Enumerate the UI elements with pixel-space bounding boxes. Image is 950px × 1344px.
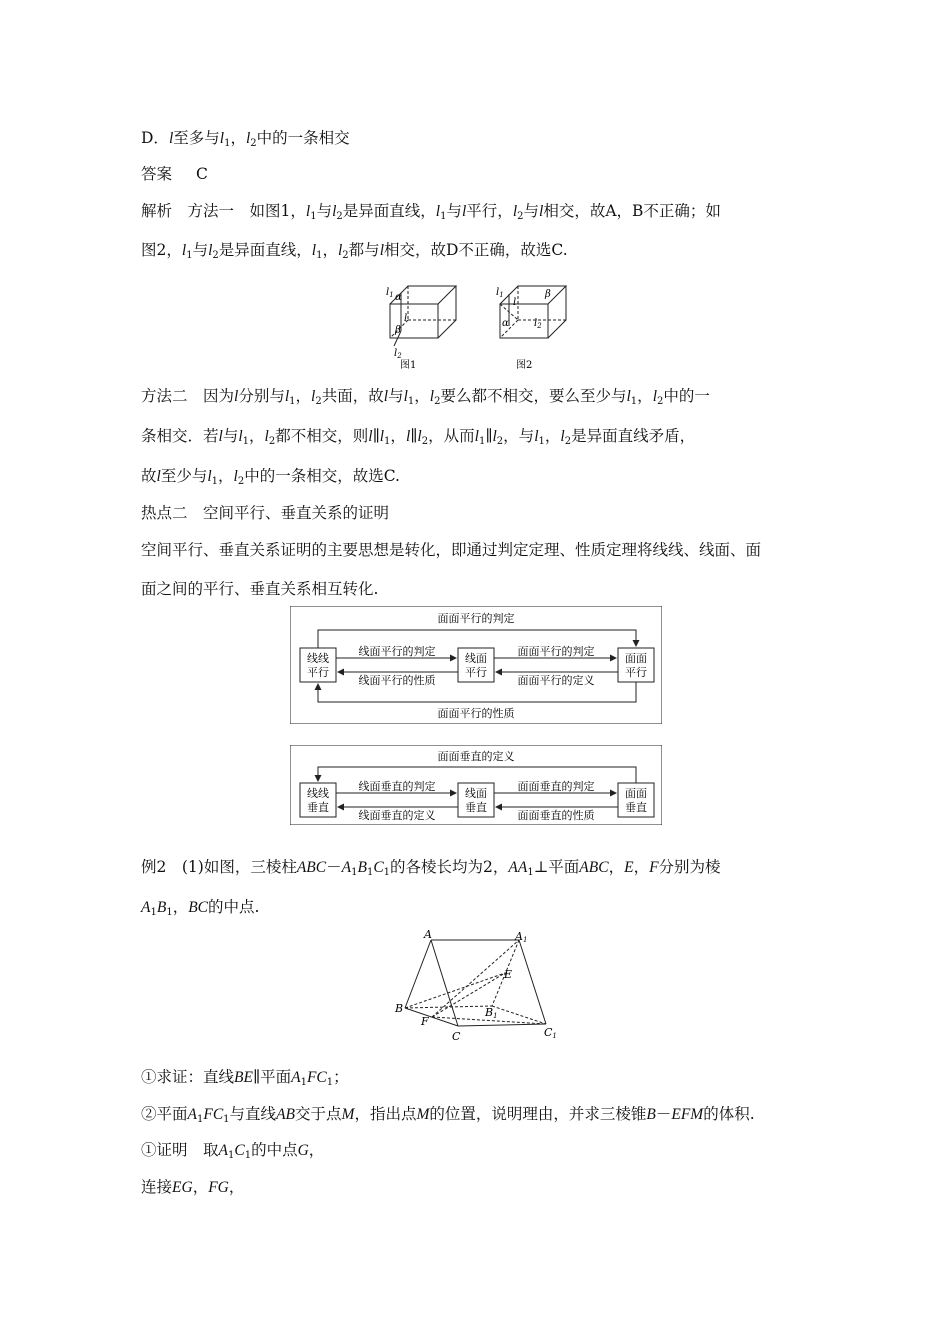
svg-text:线面: 线面 — [465, 787, 487, 800]
fig2-l2-label: $l_2$ — [534, 318, 542, 330]
fig1-caption: 图1 — [400, 360, 417, 371]
method2-line-2: 条相交．若l与$l_1$，$l_2$都不相交，则$l\parallel l_1$，$l\parallel l_2$，从而$l_1\parallel l_2$，与$l_1$，$l_2$是异面直线矛盾， — [141, 427, 696, 447]
fig1-l2-label: $l_2$ — [394, 348, 402, 360]
point-E: E — [504, 968, 513, 981]
svg-text:面面: 面面 — [625, 652, 647, 665]
fig1-l-label: l — [404, 313, 408, 324]
svg-text:面面垂直的判定: 面面垂直的判定 — [517, 780, 595, 793]
svg-text:面面垂直的定义: 面面垂直的定义 — [437, 750, 515, 763]
fig2-caption: 图2 — [516, 360, 533, 371]
svg-text:面面平行的判定: 面面平行的判定 — [517, 645, 595, 658]
svg-text:线线: 线线 — [307, 652, 329, 665]
svg-text:线面垂直的判定: 线面垂直的判定 — [358, 780, 436, 793]
svg-text:面面: 面面 — [625, 787, 647, 800]
option-label: D． — [141, 129, 169, 147]
prism-figure — [388, 928, 568, 1046]
svg-text:面面垂直的性质: 面面垂直的性质 — [517, 809, 595, 822]
fig1-l1-label: $l_1$ — [386, 287, 394, 299]
hot2-line-2: 面之间的平行、垂直关系相互转化. — [141, 580, 379, 598]
svg-text:垂直: 垂直 — [625, 801, 647, 814]
vertex-B: B — [395, 1002, 404, 1015]
svg-text:线面平行的性质: 线面平行的性质 — [358, 674, 436, 687]
point-F: F — [421, 1015, 429, 1028]
svg-text:线面垂直的定义: 线面垂直的定义 — [358, 809, 436, 822]
vertex-A: A — [424, 928, 432, 941]
parallel-relation-diagram — [290, 606, 662, 724]
cube-figures — [380, 276, 580, 372]
example2-line-2: $A_1B_1$，BC的中点. — [141, 898, 260, 918]
fig1-beta-label: β — [395, 325, 401, 336]
vertex-C1: C1 — [544, 1026, 557, 1040]
fig2-l-label: l — [513, 297, 517, 308]
question-2: ②平面$A_1FC_1$与直线AB交于点M，指出点M的位置，说明理由，并求三棱锥B－EFM的体积. — [141, 1105, 755, 1125]
perpendicular-relation-diagram — [290, 745, 662, 825]
method2-line-3: 故l至少与$l_1$，$l_2$中的一条相交，故选C. — [141, 467, 400, 487]
svg-text:面面平行的判定: 面面平行的判定 — [437, 612, 515, 625]
svg-text:垂直: 垂直 — [307, 801, 329, 814]
svg-text:面面平行的性质: 面面平行的性质 — [437, 707, 515, 720]
example2-line-1: 例2 (1)如图，三棱柱$ABC-A_1B_1C_1$的各棱长均为2，$AA_1\perp$平面ABC，E，F分别为棱 — [141, 858, 721, 878]
svg-text:线面平行的判定: 线面平行的判定 — [358, 645, 436, 658]
svg-text:平行: 平行 — [307, 666, 329, 679]
fig2-l1-label: $l_1$ — [496, 287, 504, 299]
analysis-line-2: 图2，$l_1$与$l_2$是异面直线，$l_1$，$l_2$都与l相交，故D不正确，故选C. — [141, 241, 568, 261]
fig1-alpha-label: α — [395, 292, 402, 303]
vertex-C: C — [452, 1030, 461, 1043]
svg-text:线面: 线面 — [465, 652, 487, 665]
analysis-line-1: 解析 方法一 如图1，$l_1$与$l_2$是异面直线，$l_1$与l平行，$l_2$与l相交，故A，B不正确；如 — [141, 202, 721, 222]
cube-figure-2 — [500, 286, 566, 338]
svg-text:垂直: 垂直 — [465, 801, 487, 814]
option-d: D．l至多与$l_1$，$l_2$中的一条相交 — [141, 129, 350, 149]
proof-line: ①证明 取$A_1C_1$的中点G， — [141, 1141, 325, 1161]
svg-text:平行: 平行 — [625, 666, 647, 679]
svg-text:平行: 平行 — [465, 666, 487, 679]
answer-line: 答案 C — [141, 165, 208, 183]
hot2-line-1: 空间平行、垂直关系证明的主要思想是转化，即通过判定定理、性质定理将线线、线面、面 — [141, 541, 762, 559]
fig2-alpha-label: α — [502, 318, 509, 329]
connect-line: 连接EG，FG， — [141, 1178, 245, 1196]
svg-text:面面平行的定义: 面面平行的定义 — [517, 674, 595, 687]
fig2-beta-label: β — [545, 289, 551, 300]
answer-value: C — [196, 165, 208, 183]
vertex-A1: A1 — [515, 930, 528, 944]
method2-line-1: 方法二 因为l分别与$l_1$，$l_2$共面，故l与$l_1$，$l_2$要么都不相交，要么至少与$l_1$，$l_2$中的一 — [141, 387, 710, 407]
section-title: 热点二 空间平行、垂直关系的证明 — [141, 504, 390, 522]
question-1: ①求证：直线BE∥平面$A_1FC_1$； — [141, 1068, 349, 1088]
vertex-B1: B1 — [485, 1006, 498, 1020]
svg-text:线线: 线线 — [307, 787, 329, 800]
